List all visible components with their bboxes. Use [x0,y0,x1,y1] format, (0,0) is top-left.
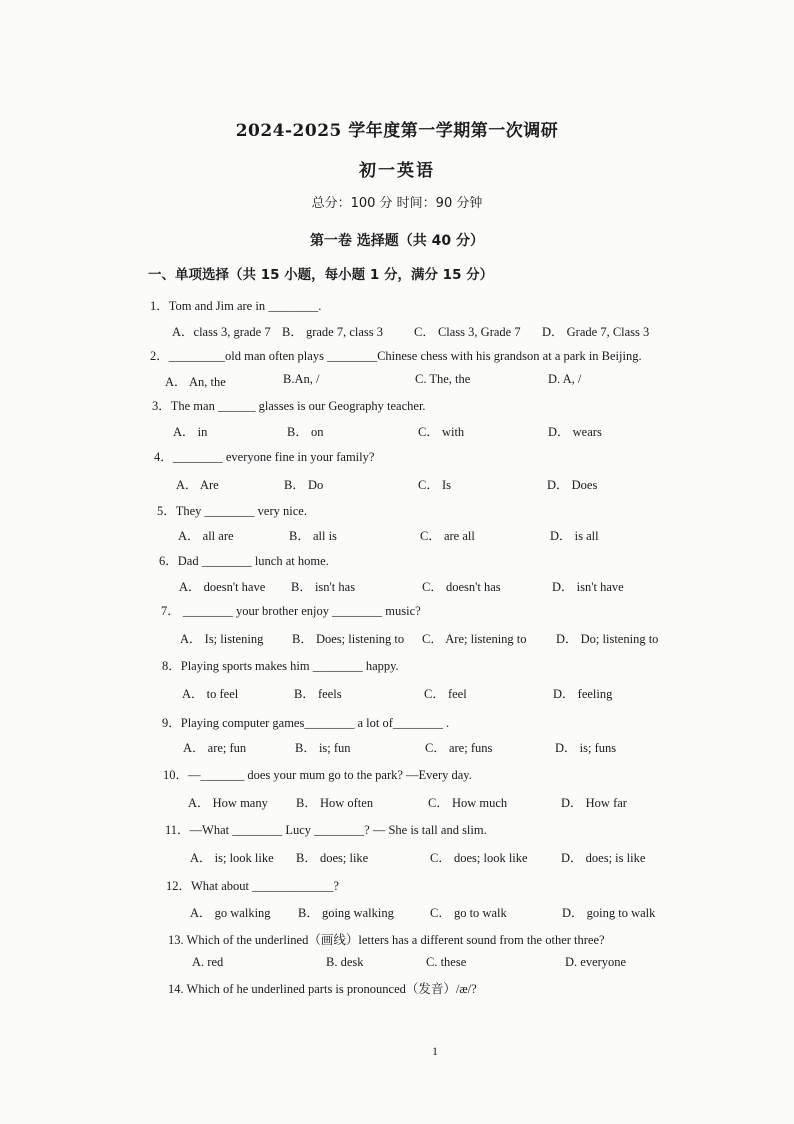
question-5-option-a: A． all are [178,529,234,543]
question-1-option-a: A．class 3, grade 7 [172,325,271,339]
question-8-stem: 8．Playing sports makes him ________ happy. [162,659,399,673]
question-11-stem: 11．—What ________ Lucy ________? — She is tall and slim. [165,823,487,837]
question-10-option-d: D． How far [561,796,627,810]
question-10-stem: 10．—_______ does your mum go to the park? —Every day. [163,768,472,782]
question-9-option-d: D． is; funs [555,741,617,755]
question-2-option-c: C. The, the [415,372,471,386]
question-12-stem: 12．What about _____________? [166,879,339,893]
question-8-option-c: C． feel [424,687,467,701]
question-8-option-a: A． to feel [182,687,239,701]
question-3-option-c: C． with [418,425,465,439]
question-4-stem: 4．________ everyone fine in your family? [154,450,375,464]
question-10-option-b: B． How often [296,796,374,810]
question-13-stem: 13. Which of the underlined（画线）letters has a different sound from the other three? [168,933,605,947]
question-14-stem: 14. Which of he underlined parts is pronounced（发音）/æ/? [168,982,477,996]
question-4-option-c: C． Is [418,478,451,492]
question-1-stem: 1．Tom and Jim are in ________. [150,299,322,313]
question-13-option-b: B. desk [326,955,364,969]
question-2-stem: 2．_________old man often plays ________Chinese chess with his grandson at a park in Beijing. [150,349,642,363]
question-9-option-c: C． are; funs [425,741,493,755]
question-9-option-b: B． is; fun [295,741,351,755]
question-6-stem: 6．Dad ________ lunch at home. [159,554,329,568]
question-7-stem: 7． ________ your brother enjoy ________ music? [161,604,421,618]
question-6-option-d: D． isn't have [552,580,624,594]
question-7-option-c: C． Are; listening to [422,632,527,646]
question-2-option-b: B.An, / [283,372,320,386]
question-2-option-a: A． An, the [165,375,226,389]
score-time: 总分：100 分 时间：90 分钟 [311,196,483,211]
question-5-stem: 5．They ________ very nice. [157,504,307,518]
question-8-option-d: D． feeling [553,687,613,701]
question-12-option-b: B． going walking [298,906,394,920]
question-5-option-d: D． is all [550,529,599,543]
question-3-stem: 3．The man ______ glasses is our Geography teacher. [152,399,426,413]
part-heading: 第一卷 选择题（共 40 分） [309,233,485,249]
question-9-option-a: A． are; fun [183,741,247,755]
question-6-option-a: A． doesn't have [179,580,266,594]
question-1-option-c: C． Class 3, Grade 7 [414,325,521,339]
question-1-option-d: D． Grade 7, Class 3 [542,325,650,339]
question-6-option-c: C． doesn't has [422,580,501,594]
question-7-option-b: B． Does; listening to [292,632,405,646]
question-5-option-b: B． all is [289,529,337,543]
question-12-option-a: A． go walking [190,906,271,920]
section-heading: 一、单项选择（共 15 小题，每小题 1 分，满分 15 分） [148,267,494,283]
question-9-stem: 9．Playing computer games________ a lot of________ . [162,716,450,730]
question-13-option-d: D. everyone [565,955,627,969]
question-13-option-c: C. these [426,955,467,969]
question-7-option-a: A． Is; listening [180,632,264,646]
question-11-option-a: A． is; look like [190,851,274,865]
page-number: 1 [432,1044,438,1058]
question-1-option-b: B． grade 7, class 3 [282,325,384,339]
question-8-option-b: B． feels [294,687,342,701]
question-13-option-a: A. red [192,955,224,969]
question-7-option-d: D． Do; listening to [556,632,659,646]
question-10-option-a: A． How many [188,796,268,810]
exam-title: 2024-2025 学年度第一学期第一次调研 [235,121,559,141]
question-4-option-a: A． Are [176,478,219,492]
question-11-option-c: C． does; look like [430,851,528,865]
question-3-option-b: B． on [287,425,324,439]
question-12-option-d: D． going to walk [562,906,656,920]
question-5-option-c: C． are all [420,529,475,543]
question-11-option-d: D． does; is like [561,851,646,865]
question-2-option-d: D. A, / [548,372,582,386]
question-4-option-b: B． Do [284,478,324,492]
question-4-option-d: D． Does [547,478,598,492]
question-12-option-c: C． go to walk [430,906,507,920]
exam-subject: 初一英语 [359,161,435,181]
question-3-option-a: A． in [173,425,208,439]
question-3-option-d: D． wears [548,425,602,439]
question-11-option-b: B． does; like [296,851,369,865]
question-6-option-b: B． isn't has [291,580,356,594]
question-10-option-c: C． How much [428,796,508,810]
